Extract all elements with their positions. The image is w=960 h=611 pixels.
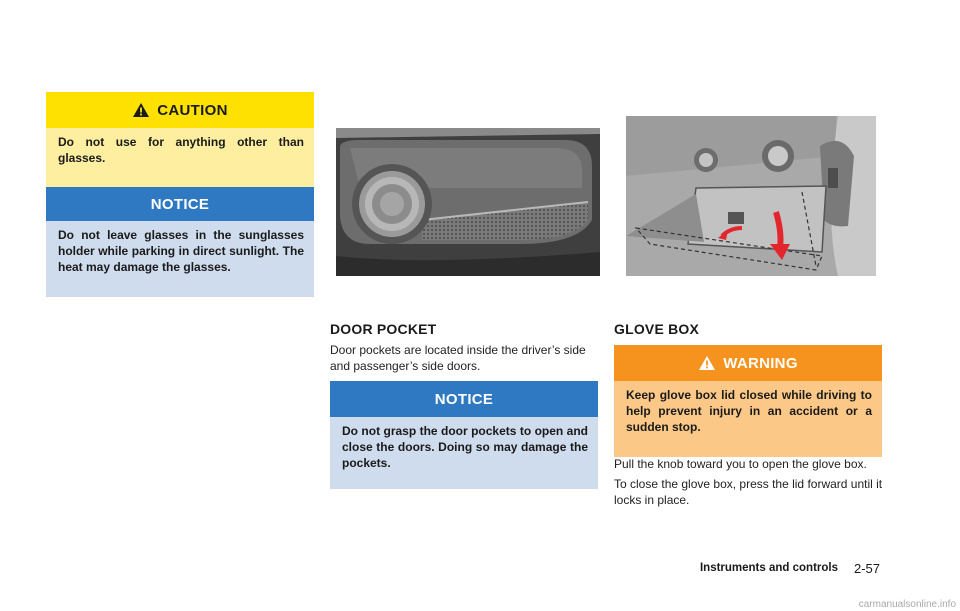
glove-box-illustration (626, 116, 876, 276)
warning-text: Keep glove box lid closed while driving to help prevent injury in an accident or a sudden stop. (614, 381, 882, 457)
door-pocket-heading: DOOR POCKET (330, 321, 437, 337)
notice-title: NOTICE (150, 195, 210, 213)
glove-box-heading: GLOVE BOX (614, 321, 700, 337)
warning-triangle-icon (132, 102, 150, 118)
door-pocket-illustration (330, 116, 600, 276)
notice-text: Do not grasp the door pockets to open and close the doors. Doing so may damage the pockets. (330, 417, 598, 489)
door-pocket-text: Door pockets are located inside the driver’s side and passenger’s side doors. (330, 343, 586, 373)
warning-triangle-icon (698, 355, 716, 371)
notice-box-door-pocket (330, 381, 598, 489)
glove-box-close-text: To close the glove box, press the lid forward until it locks in place. (614, 477, 883, 507)
notice-header (46, 187, 314, 221)
footer-section-title: Instruments and controls (699, 562, 838, 574)
caution-text: Do not use for anything other than glasses. (46, 128, 314, 190)
page-number: 2-57 (854, 561, 881, 576)
notice-title: NOTICE (434, 390, 494, 408)
notice-box-sunglasses (46, 187, 314, 297)
caution-header (46, 92, 314, 128)
notice-text: Do not leave glasses in the sunglasses holder while parking in direct sunlight. The heat may damage the glasses. (46, 221, 314, 297)
caution-title: CAUTION (157, 101, 228, 119)
notice-header (330, 381, 598, 417)
glove-box-open-text: Pull the knob toward you to open the glove box. (614, 457, 867, 471)
watermark: carmanualsonline.info (858, 599, 956, 610)
warning-title: WARNING (723, 354, 798, 372)
caution-box (46, 92, 314, 190)
warning-box (614, 345, 882, 457)
warning-header (614, 345, 882, 381)
